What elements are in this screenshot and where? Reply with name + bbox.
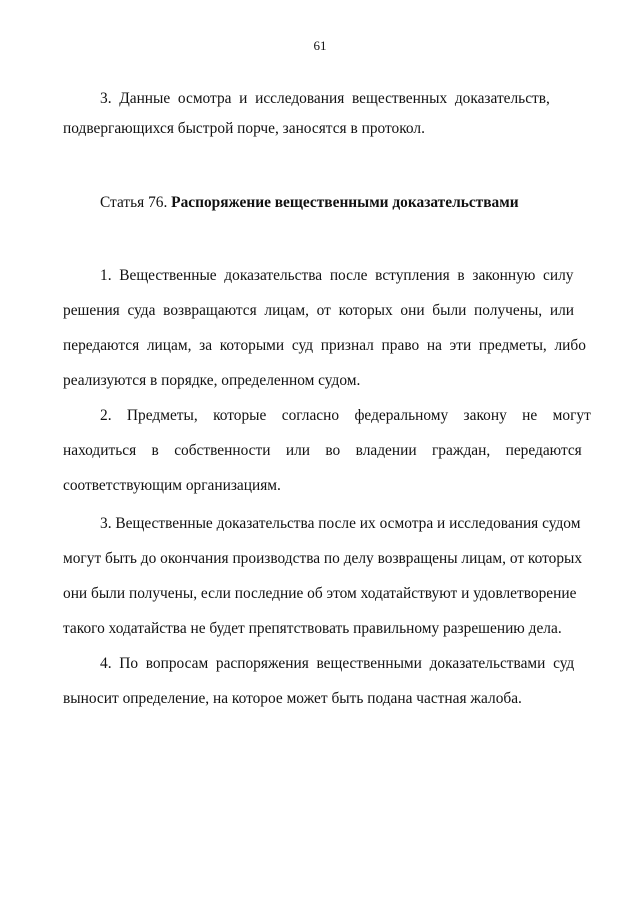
paragraph-4-line-2: выносит определение, на которое может быть подана частная жалоба.: [63, 690, 522, 707]
paragraph-3-line-1: 3. Вещественные доказательства после их осмотра и исследования судом: [100, 515, 581, 532]
paragraph-3: [63, 506, 583, 646]
intro-line-1: 3. Данные осмотра и исследования вещественных доказательств,: [100, 90, 550, 107]
article-prefix: Статья 76.: [100, 194, 172, 211]
paragraph-2-line-1: 2. Предметы, которые согласно федеральному закону не могут: [100, 407, 591, 424]
paragraph-4-line-1: 4. По вопросам распоряжения вещественными доказательствами суд: [100, 655, 575, 672]
paragraph-2-line-3: соответствующим организациям.: [63, 477, 281, 494]
intro-paragraph: [63, 84, 574, 144]
paragraph-4: [63, 646, 583, 716]
paragraph-2-line-2: находиться в собственности или во владении граждан, передаются: [63, 442, 582, 459]
paragraph-1: [63, 258, 586, 398]
article-heading: [100, 188, 519, 218]
article-title: Распоряжение вещественными доказательствами: [171, 194, 519, 211]
paragraph-3-line-2: могут быть до окончания производства по делу возвращены лицам, от которых: [63, 550, 583, 567]
page-number: 61: [313, 38, 327, 53]
paragraph-3-line-3: они были получены, если последние об этом ходатайствуют и удовлетворение: [63, 585, 577, 602]
paragraph-2: [63, 398, 591, 503]
paragraph-1-line-4: реализуются в порядке, определенном судом.: [63, 372, 361, 389]
paragraph-1-line-1: 1. Вещественные доказательства после вступления в законную силу: [100, 267, 574, 284]
intro-line-2: подвергающихся быстрой порче, заносятся в протокол.: [63, 120, 425, 137]
paragraph-1-line-2: решения суда возвращаются лицам, от которых они были получены, или: [63, 302, 575, 319]
paragraph-3-line-4: такого ходатайства не будет препятствовать правильному разрешению дела.: [63, 620, 562, 637]
paragraph-1-line-3: передаются лицам, за которыми суд признал право на эти предметы, либо: [63, 337, 586, 354]
